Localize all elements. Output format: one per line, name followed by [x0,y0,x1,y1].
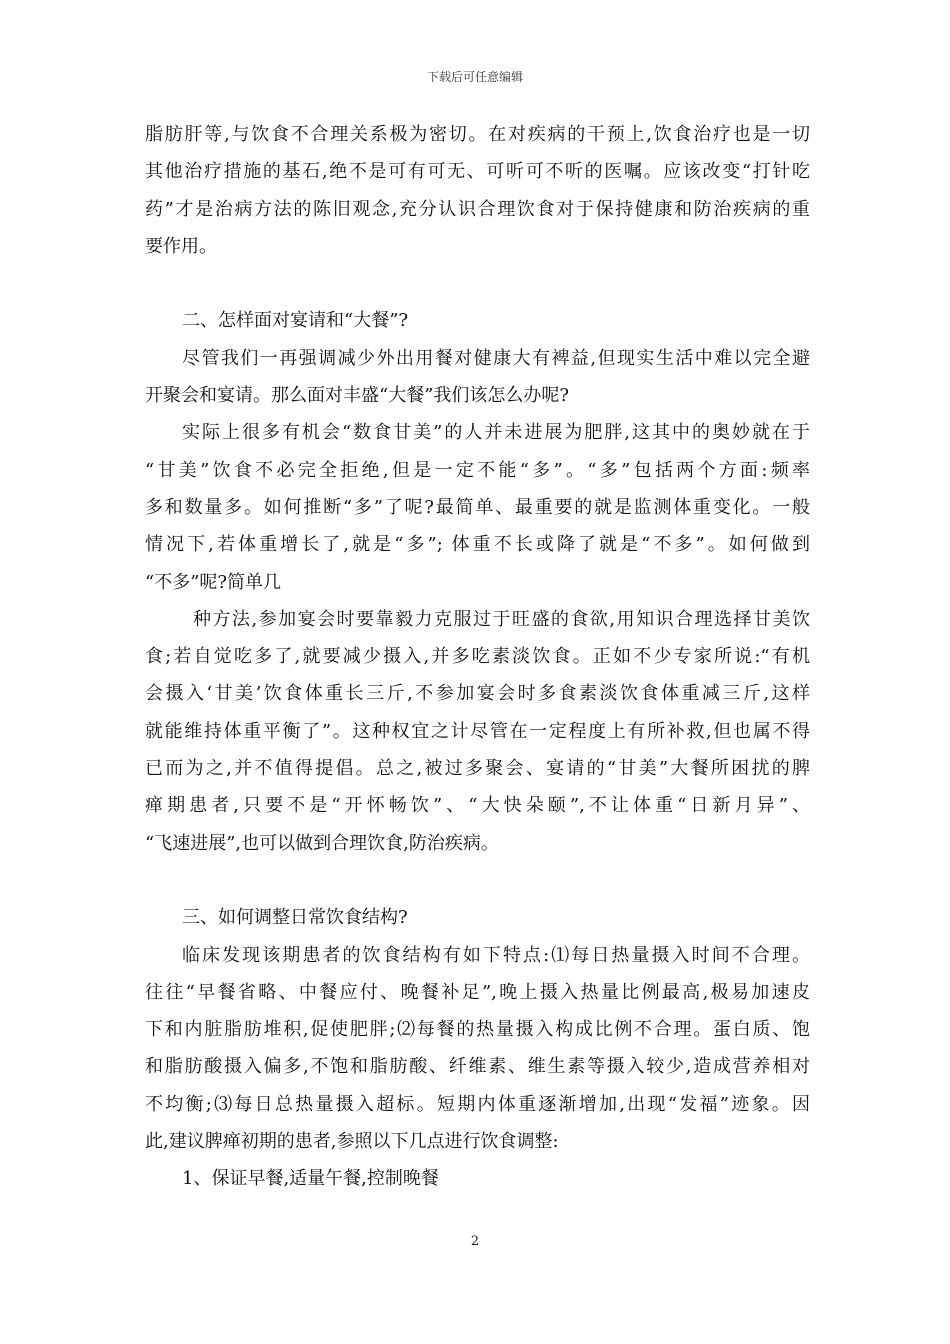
text-line: 和脂肪酸摄入偏多,不饱和脂肪酸、纤维素、维生素等摄入较少,造成营养相对 [145,1056,810,1078]
text-line: 往往“早餐省略、中餐应付、晚餐补足”,晚上摄入热量比例最高,极易加速皮 [145,981,810,1003]
text-line: 多和数量多。如何推断“多”了呢?最简单、最重要的就是监测体重变化。一般 [145,496,810,518]
text-line: 会摄入‘甘美’饮食体重长三斤,不参加宴会时多食素淡饮食体重减三斤,这样 [145,683,810,705]
document-body [145,116,810,1198]
paragraph-clinical-findings [145,937,810,1161]
text-line: 要作用。 [145,235,217,257]
text-line: 尽管我们一再强调减少外出用餐对健康大有裨益,但现实生活中难以完全避 [182,347,810,369]
text-line: 开聚会和宴请。那么面对丰盛“大餐”我们该怎么办呢? [145,385,570,407]
text-line: 脂肪肝等,与饮食不合理关系极为密切。在对疾病的干预上,饮食治疗也是一切 [145,124,810,145]
text-line: “飞速进展”,也可以做到合理饮食,防治疾病。 [145,832,499,854]
paragraph-not-too-much [145,414,810,600]
paragraph-avoid-dining-out [145,340,810,415]
list-item-breakfast: 1、保证早餐,适量午餐,控制晚餐 [182,1168,439,1190]
text-line: 实际上很多有机会“数食甘美”的人并未进展为肥胖,这其中的奥妙就在于 [182,422,810,444]
text-line: 就能维持体重平衡了”。这种权宜之计尽管在一定程度上有所补救,但也属不得 [145,720,810,742]
text-line: 已而为之,并不值得提倡。总之,被过多聚会、宴请的“甘美”大餐所困扰的脾 [145,758,810,780]
text-line: 瘅期患者,只要不是“开怀畅饮”、“大快朵颐”,不让体重“日新月异”、 [145,795,810,817]
text-line: 此,建议脾瘅初期的患者,参照以下几点进行饮食调整: [145,1131,559,1153]
page-header: 下载后可任意编辑 [426,70,523,84]
paragraph-spacer [145,862,810,899]
paragraph-methods [145,601,810,862]
section-heading-diet-structure: 三、如何调整日常饮食结构? [182,907,408,929]
text-line: 其他治疗措施的基石,绝不是可有可无、可听可不听的医嘱。应该改变“打针吃 [145,161,810,183]
paragraph-spacer [145,265,810,302]
text-line: “甘美”饮食不必完全拒绝,但是一定不能“多”。“多”包括两个方面:频率 [145,459,810,481]
text-line: 食;若自觉吃多了,就要减少摄入,并多吃素淡饮食。正如不少专家所说:“有机 [145,646,810,668]
section-heading-banquet: 二、怎样面对宴请和“大餐”? [182,310,409,332]
page-number: 2 [470,1234,480,1249]
text-line: 种方法,参加宴会时要靠毅力克服过于旺盛的食欲,用知识合理选择甘美饮 [193,608,810,630]
text-line: 药”才是治病方法的陈旧观念,充分认识合理饮食对于保持健康和防治疾病的重 [145,198,810,220]
text-line: “不多”呢?简单几 [145,571,282,593]
text-line: 不均衡;⑶每日总热量摄入超标。短期内体重逐渐增加,出现“发福”迹象。因 [145,1093,810,1115]
text-line: 情况下,若体重增长了,就是“多”; 体重不长或降了就是“不多”。如何做到 [145,534,810,556]
text-line: 下和内脏脂肪堆积,促使肥胖;⑵每餐的热量摄入构成比例不合理。蛋白质、饱 [145,1019,810,1041]
text-line: 临床发现该期患者的饮食结构有如下特点:⑴每日热量摄入时间不合理。 [182,944,810,966]
paragraph-diet-importance [145,116,810,265]
